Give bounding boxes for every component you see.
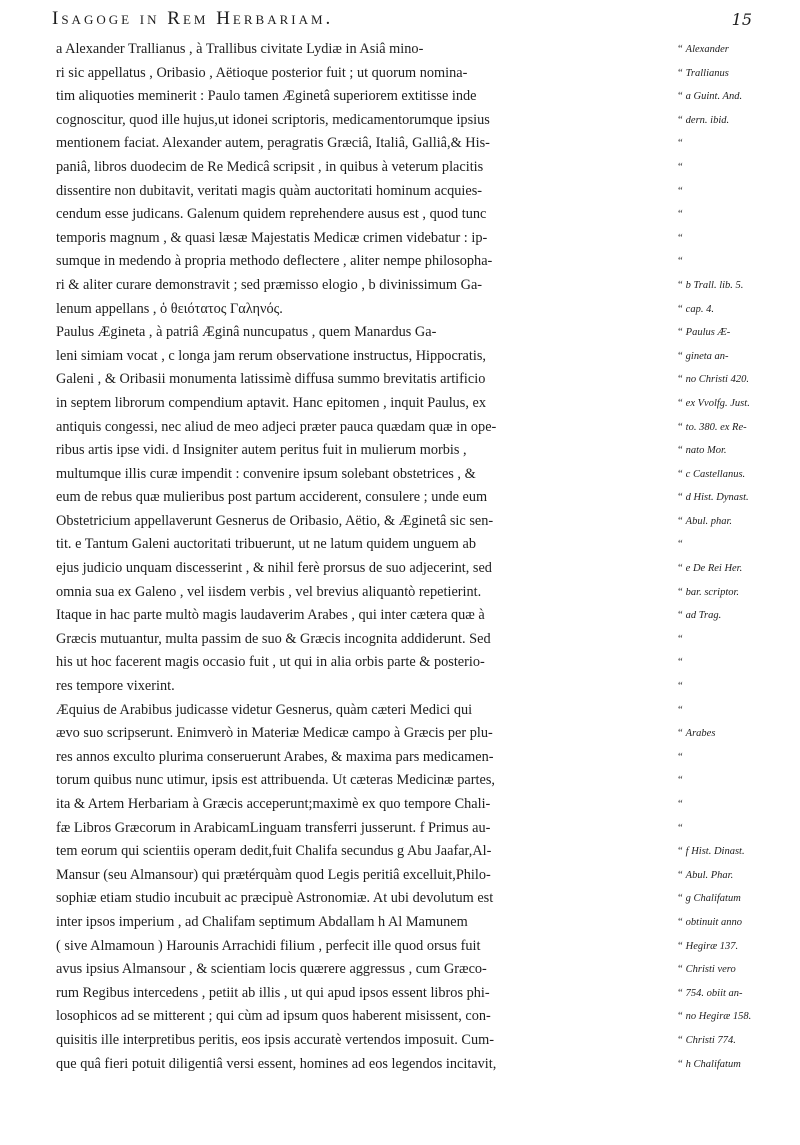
margin-line (678, 510, 800, 534)
text-line: temporis magnum , & quasi læsæ Majestatis Medicæ crimen videbatur : ip- (56, 229, 488, 246)
margin-note: no Christi 420. (685, 374, 749, 386)
text-line: ita & Artem Herbariam à Græcis acceperunt;maximè ex quo tempore Chali- (56, 796, 491, 812)
margin-note: Abul. phar. (685, 515, 733, 527)
margin-line (678, 675, 800, 699)
margin-line (678, 439, 800, 463)
text-line: lenum appellans , ὁ θειότατος Γαληνός. (56, 300, 283, 317)
text-line: multumque illis curæ impendit : convenire ipsum solebant obstetrices , & (56, 465, 476, 482)
margin-line (678, 887, 800, 911)
margin-note: cap. 4. (685, 303, 714, 315)
margin-line (678, 463, 800, 487)
margin-line (678, 368, 800, 392)
text-line: Mansur (seu Almansour) qui prætérquàm quod Legis peritiâ excelluit,Philo- (56, 866, 491, 883)
margin-line (678, 746, 800, 770)
margin-line (678, 274, 800, 298)
margin-line (678, 958, 800, 982)
page-header (52, 6, 752, 36)
text-line: antiquis congessi, nec aliud de meo adjeci præter pauca quædam quæ in ope- (56, 418, 497, 435)
margin-line (678, 416, 800, 440)
text-line: omnia sua ex Galeno , vel iisdem verbis , vel brevius aliquantò repetierint. (56, 583, 482, 600)
margin-line (678, 132, 800, 156)
text-line: avus ipsius Almansour , & scientiam locis quærere aggressus , cum Græco- (56, 961, 487, 978)
text-line: fæ Libros Græcorum in ArabicamLinguam transferri jusserunt. f Primus au- (56, 819, 491, 836)
quotation-mark: “ (678, 846, 683, 858)
margin-note: to. 380. ex Re- (685, 421, 747, 433)
quotation-mark: “ (678, 657, 683, 669)
quotation-mark: “ (678, 539, 683, 551)
quotation-mark: “ (678, 728, 683, 740)
margin-note: f Hist. Dinast. (685, 846, 745, 858)
quotation-mark: “ (678, 468, 683, 480)
quotation-mark: “ (678, 327, 683, 339)
margin-line (678, 109, 800, 133)
quotation-mark: “ (678, 704, 683, 716)
text-line: sumque in medendo à propria methodo deflectere , aliter nempe philosopha- (56, 253, 493, 270)
quotation-mark: “ (678, 893, 683, 905)
text-line: Itaque in hac parte multò magis laudaverim Arabes , qui inter cætera quæ à (56, 607, 485, 624)
text-line: ( sive Almamoun ) Harounis Arrachidi filium , perfecit ille quod orsus fuit (56, 937, 481, 954)
text-line: res tempore vixerint. (56, 678, 175, 695)
quotation-mark: “ (678, 563, 683, 575)
margin-line (678, 769, 800, 793)
quotation-mark: “ (678, 1058, 683, 1070)
margin-note: obtinuit anno (685, 916, 742, 928)
text-line: sophiæ etiam studio incubuit ac præcipuè Astronomiæ. At ubi devolutum est (56, 890, 494, 907)
margin-note: Paulus Æ- (685, 327, 731, 339)
text-line: losophicos ad se mitterent ; qui cùm ad ipsum quos haberent misissent, con- (56, 1008, 491, 1025)
margin-line (678, 911, 800, 935)
text-line: his ut hoc facerent magis occasio fuit , ut qui in alia orbis parte & posterio- (56, 654, 485, 671)
margin-note: e De Rei Her. (685, 563, 743, 575)
margin-note: d Hist. Dynast. (685, 492, 749, 504)
text-line: cendum esse judicans. Galenum quidem reprehendere ausus est , quod tunc (56, 206, 487, 223)
margin-line (678, 699, 800, 723)
quotation-mark: “ (678, 303, 683, 315)
quotation-mark: “ (678, 822, 683, 834)
margin-line (678, 793, 800, 817)
margin-line (678, 935, 800, 959)
margin-note: c Castellanus. (685, 468, 746, 480)
quotation-mark: “ (678, 1011, 683, 1023)
page-number: 15 (731, 10, 752, 29)
text-line: ri sic appellatus , Oribasio , Aëtioque posterior fuit ; ut quorum nomina- (56, 64, 468, 81)
text-line: ævo suo scripserunt. Enimverò in Materiæ Medicæ campo à Græcis per plu- (56, 725, 493, 742)
quotation-mark: “ (678, 44, 683, 55)
text-line: dissentire non dubitavit, veritati magis quàm auctoritati hominum acquies- (56, 182, 483, 199)
quotation-mark: “ (678, 279, 683, 291)
margin-note: Christi vero (685, 964, 736, 976)
margin-line (678, 722, 800, 746)
quotation-mark: “ (678, 256, 683, 268)
text-line: ejus judicio unquam discesserint , & nihil ferè prorsus de suo adjecerint, sed (56, 560, 492, 577)
quotation-mark: “ (678, 421, 683, 433)
margin-line (678, 38, 800, 62)
margin-line (678, 864, 800, 888)
quotation-mark: “ (678, 586, 683, 598)
text-line: que quâ fieri potuit diligentiâ versi essent, homines ad eos legendos incitavit, (56, 1055, 497, 1072)
margin-line (678, 1005, 800, 1029)
text-line: in septem librorum compendium aptavit. Hanc epitomen , inquit Paulus, ex (56, 394, 487, 411)
quotation-mark: “ (678, 161, 683, 173)
margin-line (678, 557, 800, 581)
running-title: Isagoge in Rem Herbariam. (52, 8, 334, 29)
quotation-mark: “ (678, 940, 683, 952)
quotation-mark: “ (678, 610, 683, 622)
margin-notes-column (678, 38, 800, 1076)
quotation-mark: “ (678, 515, 683, 527)
margin-line (678, 345, 800, 369)
margin-note: Trallianus (685, 67, 729, 79)
margin-note: Arabes (685, 728, 716, 740)
margin-note: b Trall. lib. 5. (685, 279, 744, 291)
text-line: tem eorum qui scientiis operam dedit,fuit Chalifa secundus g Abu Jaafar,Al- (56, 843, 492, 860)
margin-note: g Chalifatum (685, 893, 741, 905)
text-line: res annos exculto plurima conseruerunt Arabes, & maxima pars medicamen- (56, 748, 494, 765)
margin-note: dern. ibid. (685, 114, 730, 126)
margin-note: Alexander (685, 44, 729, 55)
margin-line (678, 533, 800, 557)
margin-note: no Hegiræ 158. (685, 1011, 752, 1023)
quotation-mark: “ (678, 185, 683, 197)
margin-note: gineta an- (685, 350, 729, 362)
margin-line (678, 156, 800, 180)
quotation-mark: “ (678, 775, 683, 787)
quotation-mark: “ (678, 209, 683, 221)
margin-line (678, 298, 800, 322)
margin-line (678, 817, 800, 841)
text-line: torum quibus nunc utimur, ipsis est attribuenda. Ut cæteras Medicinæ partes, (56, 772, 495, 789)
text-line: ribus artis ipse vidi. d Insigniter autem peritus fuit in mulierum morbis , (56, 442, 467, 459)
margin-line (678, 628, 800, 652)
text-line: tit. e Tantum Galeni auctoritati tribuerunt, ut ne latum quidem unguem ab (56, 536, 476, 553)
quotation-mark: “ (678, 374, 683, 386)
margin-line (678, 982, 800, 1006)
margin-line (678, 85, 800, 109)
margin-line (678, 651, 800, 675)
margin-line (678, 581, 800, 605)
quotation-mark: “ (678, 445, 683, 457)
main-text-column (56, 38, 678, 1076)
margin-note: Hegiræ 137. (685, 940, 739, 952)
text-line: tim aliquoties meminerit : Paulo tamen Æginetâ superiorem extitisse inde (56, 88, 477, 105)
quotation-mark: “ (678, 869, 683, 881)
text-line: quisitis ille interpretibus peritis, eos ipsis accuratè vertendos imposuit. Cum- (56, 1031, 494, 1048)
margin-note: bar. scriptor. (685, 586, 740, 598)
margin-line (678, 180, 800, 204)
text-line: Paulus Ægineta , à patriâ Æginâ nuncupatus , quem Manardus Ga- (56, 324, 437, 341)
text-line: paniâ, libros duodecim de Re Medicâ scripsit , in quibus à veterum placitis (56, 158, 484, 175)
quotation-mark: “ (678, 114, 683, 126)
quotation-mark: “ (678, 633, 683, 645)
text-line: eum de rebus quæ mulieribus post partum acciderent, consulere ; unde eum (56, 489, 488, 506)
text-line: cognoscitur, quod ille hujus,ut idonei scriptoris, medicamentorumque ipsius (56, 111, 490, 128)
margin-note: 754. obiit an- (685, 987, 743, 999)
margin-line (678, 203, 800, 227)
margin-line (678, 392, 800, 416)
text-line: Obstetricium appellaverunt Gesnerus de Oribasio, Aëtio, & Æginetâ sic sen- (56, 512, 494, 529)
quotation-mark: “ (678, 138, 683, 150)
margin-line (678, 840, 800, 864)
quotation-mark: “ (678, 751, 683, 763)
margin-note: Abul. Phar. (685, 869, 734, 881)
text-line: mentionem faciat. Alexander autem, peragratis Græciâ, Italiâ, Galliâ,& His- (56, 135, 490, 152)
margin-line (678, 62, 800, 86)
margin-note: ad Trag. (685, 610, 722, 622)
margin-note: Christi 774. (685, 1034, 736, 1046)
quotation-mark: “ (678, 232, 683, 244)
margin-line (678, 227, 800, 251)
quotation-mark: “ (678, 397, 683, 409)
margin-note: ex Vvolfg. Just. (685, 397, 750, 409)
quotation-mark: “ (678, 492, 683, 504)
text-line: a Alexander Trallianus , à Trallibus civitate Lydiæ in Asiâ mino- (56, 41, 424, 57)
margin-line (678, 1053, 800, 1077)
margin-note: a Guint. And. (685, 91, 743, 103)
quotation-mark: “ (678, 1034, 683, 1046)
margin-note: h Chalifatum (685, 1058, 741, 1070)
text-line: ri & aliter curare demonstravit ; sed præmisso elogio , b divinissimum Ga- (56, 276, 483, 293)
quotation-mark: “ (678, 91, 683, 103)
text-line: Galeni , & Oribasii monumenta latissimè diffusa summo brevitatis artificio (56, 371, 486, 388)
text-line: Græcis mutuantur, multa passim de suo & Græcis incognita addiderunt. Sed (56, 630, 491, 647)
margin-line (678, 321, 800, 345)
text-line: leni simiam vocat , c longa jam rerum observatione instructus, Hippocratis, (56, 347, 486, 364)
margin-line (678, 1029, 800, 1053)
text-line: inter ipsos imperium , ad Chalifam septimum Abdallam h Al Mamunem (56, 913, 468, 930)
text-line: Æquius de Arabibus judicasse videtur Gesnerus, quàm cæteri Medici qui (56, 701, 473, 718)
quotation-mark: “ (678, 681, 683, 693)
margin-line (678, 486, 800, 510)
quotation-mark: “ (678, 67, 683, 79)
text-line: rum Regibus intercedens , petiit ab illis , ut qui apud ipsos essent libros phi- (56, 984, 490, 1001)
quotation-mark: “ (678, 964, 683, 976)
margin-line (678, 250, 800, 274)
margin-line (678, 604, 800, 628)
margin-note: nato Mor. (685, 445, 727, 457)
quotation-mark: “ (678, 987, 683, 999)
quotation-mark: “ (678, 916, 683, 928)
quotation-mark: “ (678, 350, 683, 362)
quotation-mark: “ (678, 799, 683, 810)
